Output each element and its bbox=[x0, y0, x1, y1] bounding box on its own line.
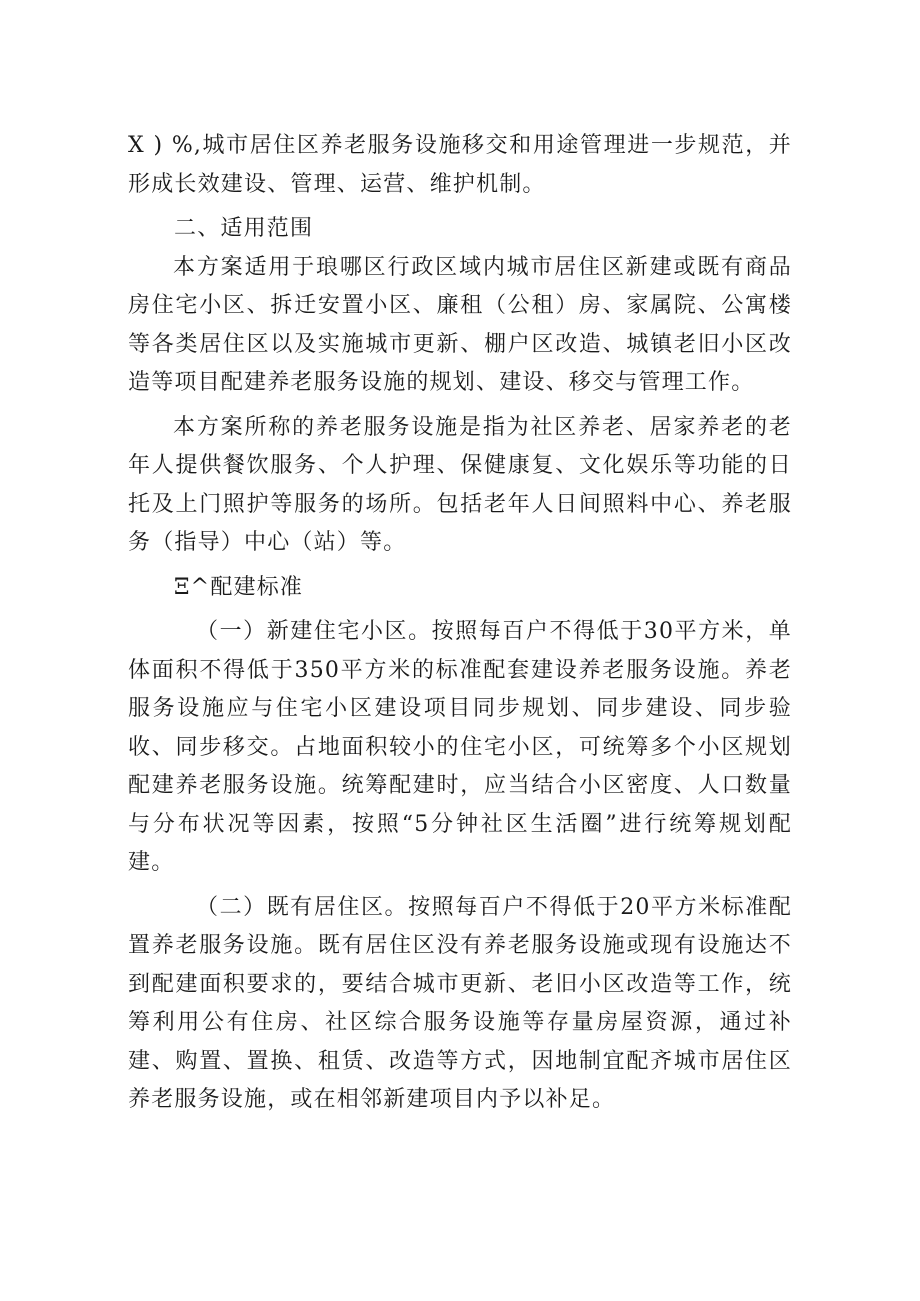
paragraph-definition: 本方案所称的养老服务设施是指为社区养老、居家养老的老年人提供餐饮服务、个人护理、保健康复、文化娱乐等功能的日托及上门照护等服务的场所。包括老年人日间照料中心、养老服务（指导）中心（站）等。 bbox=[128, 414, 792, 555]
document-body bbox=[128, 127, 792, 1120]
paragraph-existing-residential: （二）既有居住区。按照每百户不得低于20平方米标准配置养老服务设施。既有居住区没有养老服务设施或现有设施达不到配建面积要求的，要结合城市更新、老旧小区改造等工作，统筹利用公有住房、社区综合服务设施等存量房屋资源，通过补建、购置、置换、租赁、改造等方式，因地制宜配齐城市居住区养老服务设施，或在相邻新建项目内予以补足。 bbox=[128, 894, 792, 1112]
paragraph-new-residential: （一）新建住宅小区。按照每百户不得低于30平方米，单体面积不得低于350平方米的标准配套建设养老服务设施。养老服务设施应与住宅小区建设项目同步规划、同步建设、同步验收、同步移交。占地面积较小的住宅小区，可统筹多个小区规划配建养老服务设施。统筹配建时，应当结合小区密度、人口数量与分布状况等因素，按照“5分钟社区生活圈”进行统筹规划配建。 bbox=[128, 619, 792, 875]
paragraph-intro-continuation: X ) %,城市居住区养老服务设施移交和用途管理进一步规范，并形成长效建设、管理、运营、维护机制。 bbox=[128, 133, 792, 197]
section-heading-standards: Ξ^配建标准 bbox=[174, 574, 304, 600]
section-heading-scope: 二、适用范围 bbox=[174, 216, 314, 241]
paragraph-scope: 本方案适用于琅哪区行政区域内城市居住区新建或既有商品房住宅小区、拆迁安置小区、廉租（公租）房、家属院、公寓楼等各类居住区以及实施城市更新、棚户区改造、城镇老旧小区改造等项目配建养老服务设施的规划、建设、移交与管理工作。 bbox=[128, 254, 792, 395]
